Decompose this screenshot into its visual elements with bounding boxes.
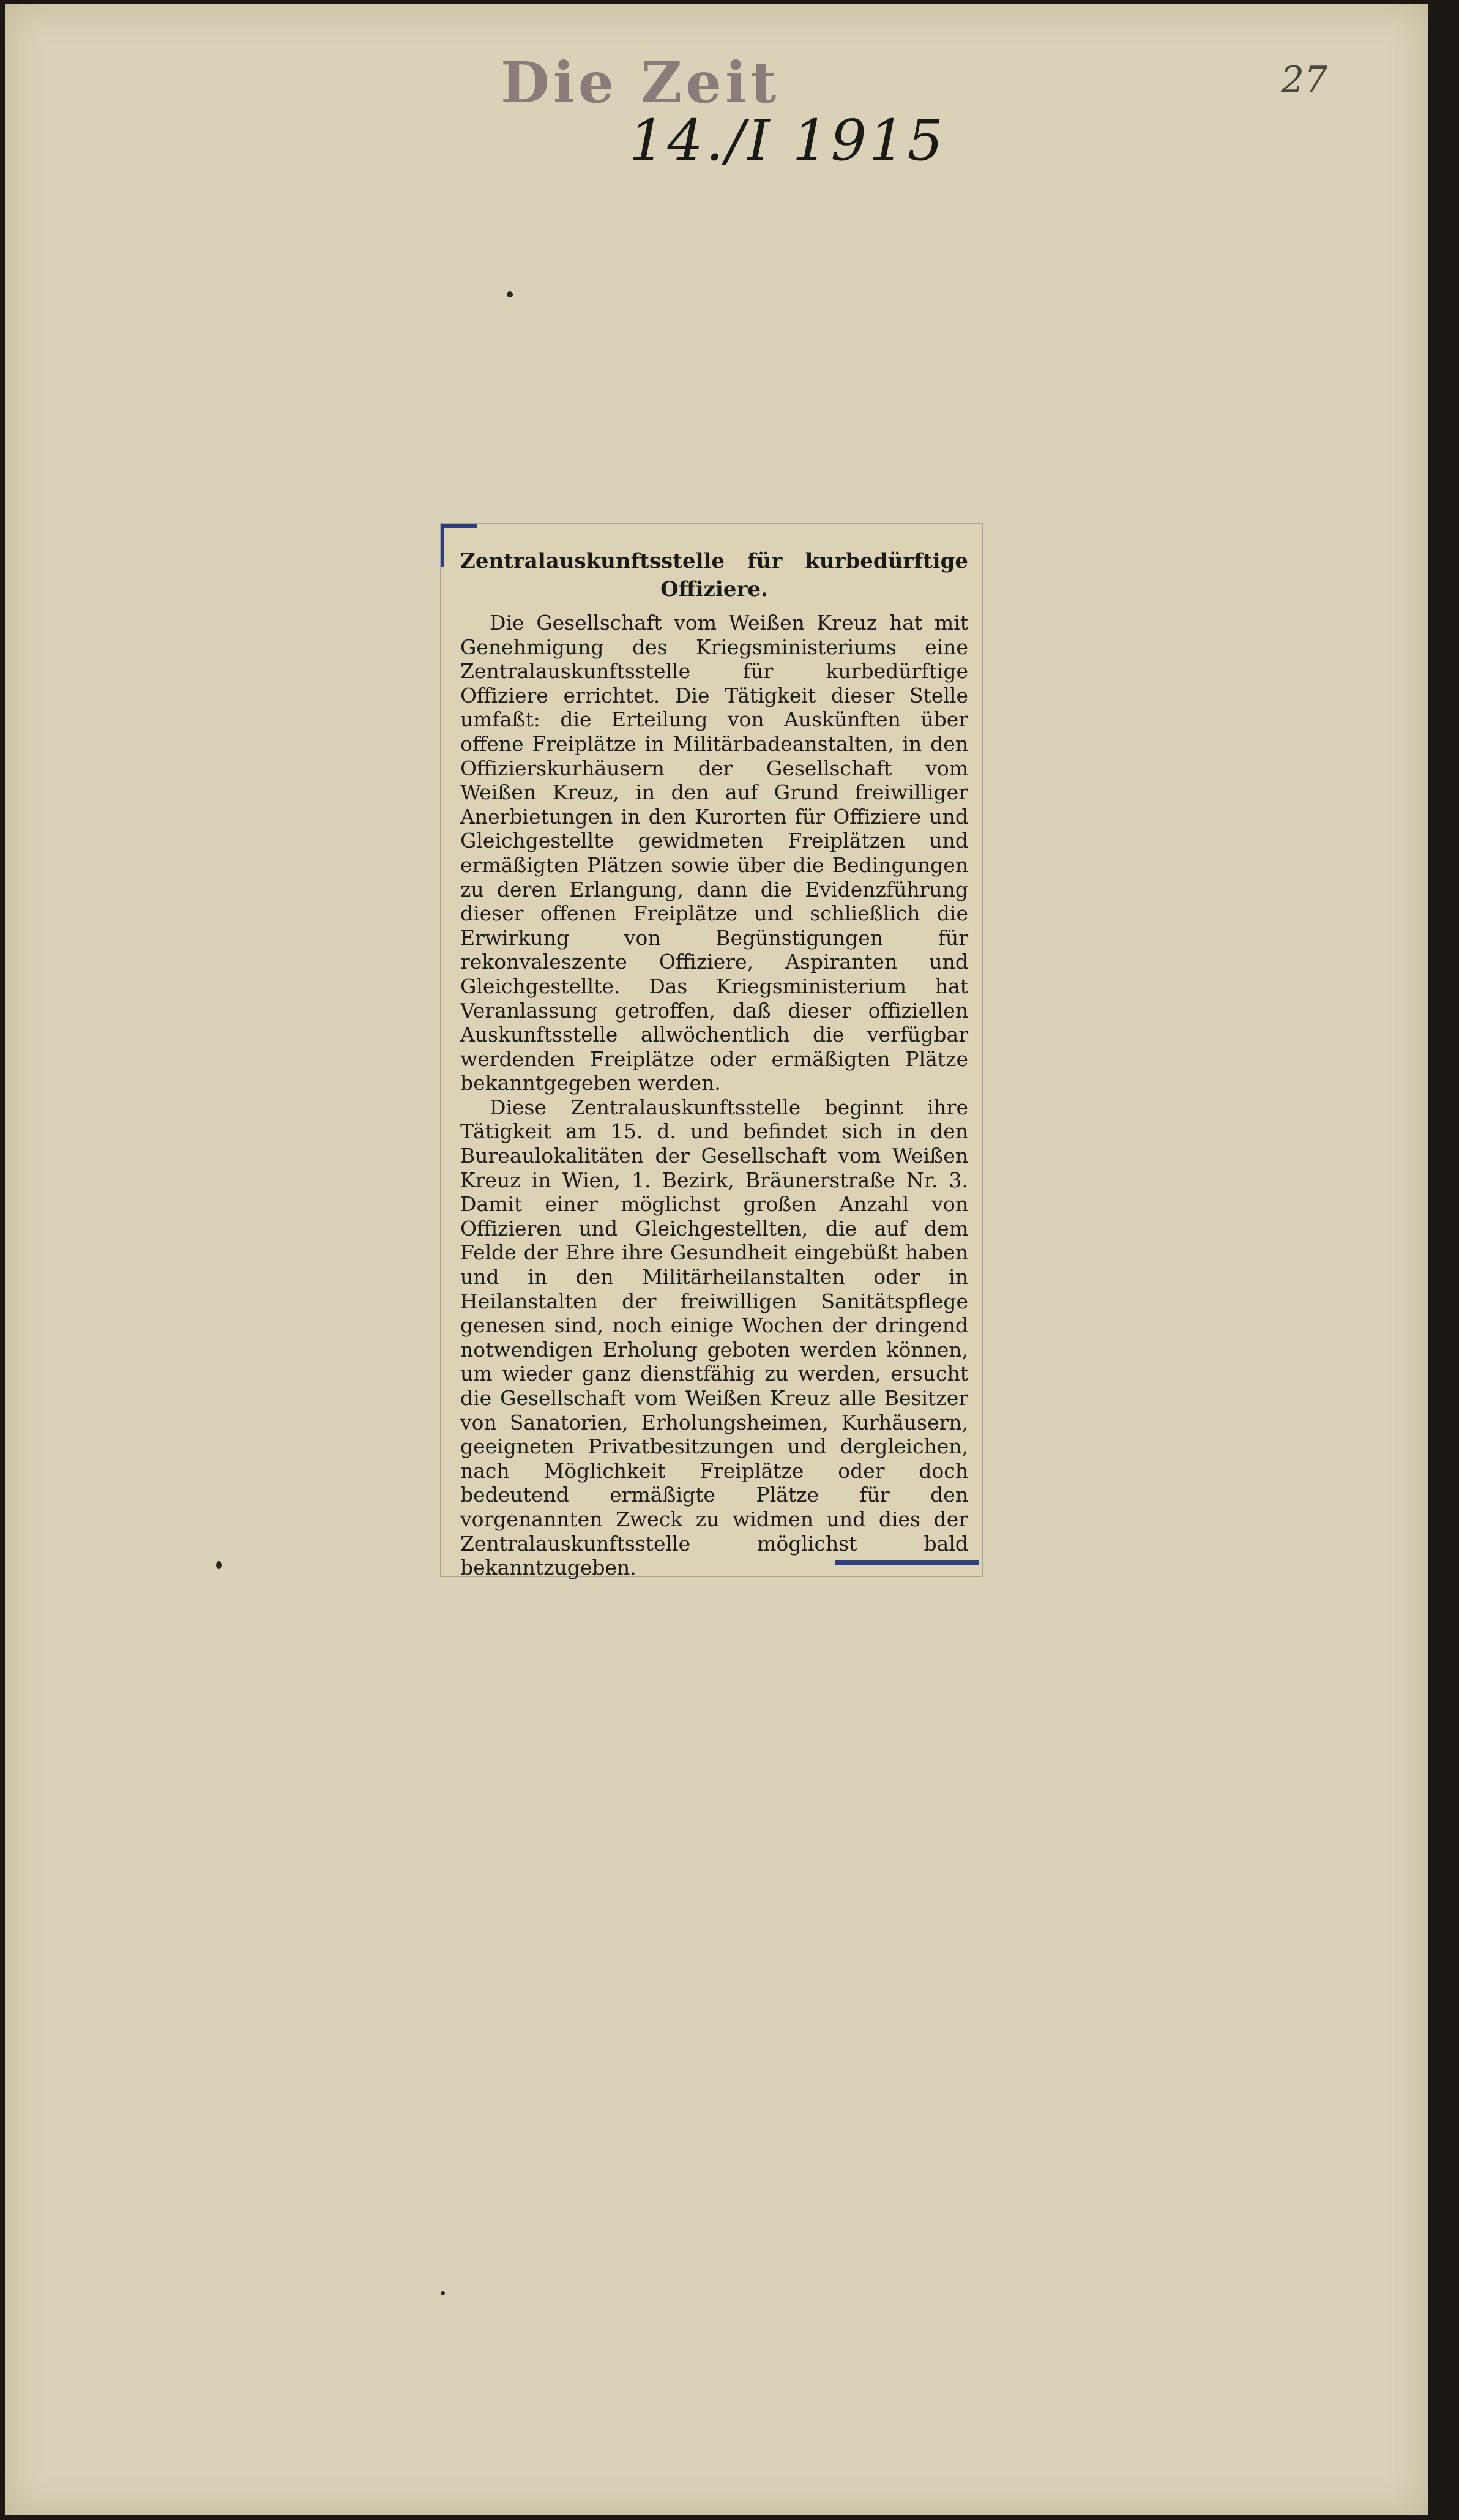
archive-sheet xyxy=(5,4,1428,2515)
newspaper-stamp: Die Zeit xyxy=(501,50,780,116)
article-paragraph: Die Gesellschaft vom Weißen Kreuz hat mit Genehmigung des Kriegsministeriums eine Zentralauskunftsstelle für kurbedürftige Offiziere errichtet. Die Tätigkeit dieser Stelle umfaßt: die Erteilung von Auskünften über offene Freiplätze in Militärbadeanstalten, in den Offizierskurhäusern der Gesellschaft vom Weißen Kreuz, in den auf Grund freiwilliger Anerbietungen in den Kurorten für Offiziere und Gleichgestellte gewidmeten Freiplätzen und ermäßigten Plätzen sowie über die Bedingungen zu deren Erlangung, dann die Evidenzführung dieser offenen Freiplätze und schließlich die Erwirkung von Begünstigungen für rekonvaleszente Offiziere, Aspiranten und Gleichgestellte. Das Kriegsministerium hat Veranlassung getroffen, daß dieser offiziellen Auskunftsstelle allwöchentlich die verfügbar werdenden Freiplätze oder ermäßigten Plätze bekanntgegeben werden. xyxy=(460,611,968,1095)
blue-pencil-mark-top xyxy=(441,524,477,528)
paper-speck xyxy=(507,291,513,297)
handwritten-date: 14./I 1915 xyxy=(629,108,946,173)
newspaper-clipping xyxy=(441,524,982,1580)
blue-pencil-mark-left xyxy=(441,524,444,567)
article-headline: Zentralauskunftsstelle für kurbedürftige Offiziere. xyxy=(460,549,968,602)
article-paragraph: Diese Zentralauskunftsstelle beginnt ihre Tätigkeit am 15. d. und befindet sich in den Bureaulokalitäten der Gesellschaft vom Weißen Kreuz in Wien, 1. Bezirk, Bräunerstraße Nr. 3. Damit einer möglichst großen Anzahl von Offizieren und Gleichgestellten, die auf dem Felde der Ehre ihre Gesundheit eingebüßt haben und in den Militärheilanstalten oder in Heilanstalten der freiwilligen Sanitätspflege genesen sind, noch einige Wochen der dringend notwendigen Erholung geboten werden können, um wieder ganz dienstfähig zu werden, ersucht die Gesellschaft vom Weißen Kreuz alle Besitzer von Sanatorien, Erholungsheimen, Kurhäusern, geeigneten Privatbesitzungen und dergleichen, nach Möglichkeit Freiplätze oder doch bedeutend ermäßigte Plätze für den vorgenannten Zweck zu widmen und dies der Zentralauskunftsstelle möglichst bald bekanntzugeben. xyxy=(460,1095,968,1580)
paper-speck xyxy=(441,2291,445,2295)
paper-speck xyxy=(216,1561,222,1569)
folio-number: 27 xyxy=(1281,59,1328,102)
article-body xyxy=(460,611,968,1580)
